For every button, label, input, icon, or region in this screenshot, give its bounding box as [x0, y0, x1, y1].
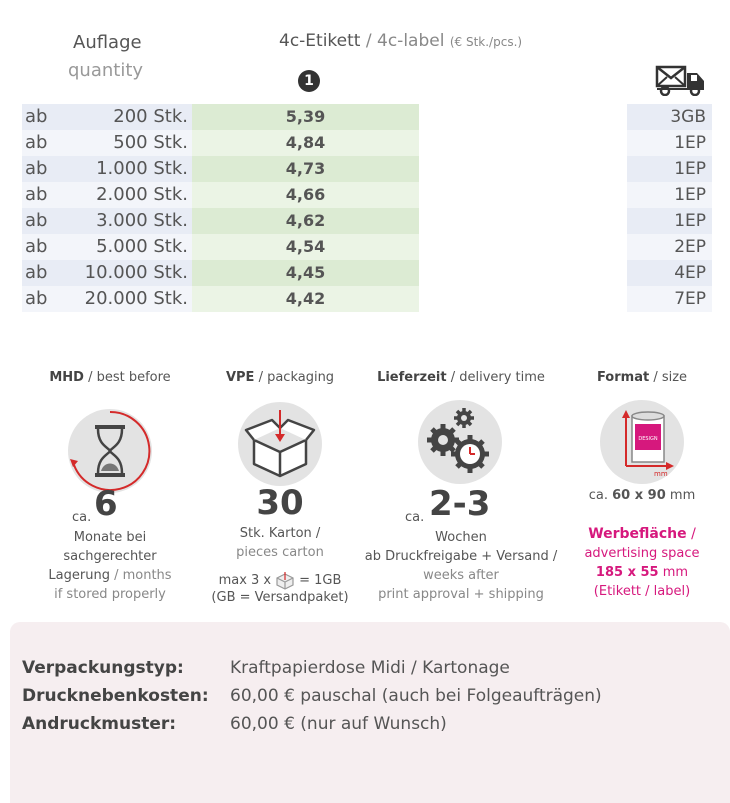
row-price: 4,73	[192, 156, 419, 182]
row-quantity: 5.000 Stk.	[82, 234, 192, 260]
proof-sample-value: 60,00 € (nur auf Wunsch)	[230, 714, 447, 734]
row-price: 4,45	[192, 260, 419, 286]
best-before-text: Monate bei sachgerechter Lagerung / months if stored properly	[48, 530, 172, 602]
packaging-value: 30	[256, 483, 304, 523]
row-price: 4,54	[192, 234, 419, 260]
best-before-value: ca. 6	[72, 484, 118, 525]
can-dimension-icon	[600, 400, 684, 484]
table-row	[22, 286, 712, 312]
table-row	[22, 182, 712, 208]
format-title: Format / size	[596, 370, 688, 385]
row-price: 5,39	[192, 104, 419, 130]
proof-sample-label: Andruckmuster:	[22, 714, 177, 734]
row-prefix: ab	[22, 130, 82, 156]
row-shipping: 1EP	[627, 208, 712, 234]
table-row	[22, 104, 712, 130]
row-shipping: 7EP	[627, 286, 712, 312]
row-quantity: 10.000 Stk.	[82, 260, 192, 286]
row-prefix: ab	[22, 182, 82, 208]
printing-costs-value: 60,00 € pauschal (auch bei Folgeaufträgen)	[230, 686, 602, 706]
advertising-space-text: Werbefläche / advertising space 185 x 55 mm (Etikett / label)	[584, 526, 700, 599]
col-title-de: 4c-Etikett	[279, 31, 361, 51]
row-shipping: 1EP	[627, 156, 712, 182]
col-title-en: 4c-label	[377, 31, 445, 51]
row-shipping: 4EP	[627, 260, 712, 286]
row-quantity: 3.000 Stk.	[82, 208, 192, 234]
packaging-type-label: Verpackungstyp:	[22, 658, 184, 678]
best-before-title: MHD / best before	[49, 370, 171, 385]
col-title-sep: /	[365, 31, 372, 51]
row-prefix: ab	[22, 156, 82, 182]
quantity-header-de: Auflage	[73, 32, 142, 53]
row-prefix: ab	[22, 104, 82, 130]
mm-label: mm	[654, 470, 668, 478]
row-quantity: 20.000 Stk.	[82, 286, 192, 312]
row-price: 4,62	[192, 208, 419, 234]
format-size: ca. 60 x 90 mm	[588, 488, 696, 503]
row-quantity: 1.000 Stk.	[82, 156, 192, 182]
row-price: 4,66	[192, 182, 419, 208]
quantity-header-en: quantity	[68, 60, 144, 81]
row-quantity: 200 Stk.	[82, 104, 192, 130]
row-shipping: 1EP	[627, 130, 712, 156]
row-quantity: 2.000 Stk.	[82, 182, 192, 208]
info-format	[552, 370, 730, 385]
row-shipping: 2EP	[627, 234, 712, 260]
row-prefix: ab	[22, 286, 82, 312]
column-number-badge: 1	[298, 70, 320, 92]
gears-clock-icon	[418, 400, 502, 484]
table-row	[22, 208, 712, 234]
row-prefix: ab	[22, 260, 82, 286]
row-prefix: ab	[22, 234, 82, 260]
printing-costs-label: Drucknebenkosten:	[22, 686, 209, 706]
info-packaging	[190, 370, 370, 385]
table-row	[22, 260, 712, 286]
table-row	[22, 156, 712, 182]
col-unit: (€ Stk./pcs.)	[449, 35, 523, 49]
small-box-icon	[275, 572, 295, 590]
delivery-text: Wochen ab Druckfreigabe + Versand / weeks after print approval + shipping	[364, 530, 558, 602]
delivery-value: ca. 2-3	[405, 484, 491, 525]
packaging-text: Stk. Karton / pieces carton	[236, 526, 324, 560]
row-price: 4,42	[192, 286, 419, 312]
packaging-note: max 3 x = 1GB (GB = Versandpaket)	[211, 573, 349, 605]
packaging-title: VPE / packaging	[225, 370, 335, 385]
row-quantity: 500 Stk.	[82, 130, 192, 156]
box-icon	[238, 402, 322, 486]
table-row	[22, 234, 712, 260]
info-best-before	[20, 370, 200, 385]
row-shipping: 1EP	[627, 182, 712, 208]
shipping-truck-icon	[655, 64, 707, 96]
row-prefix: ab	[22, 208, 82, 234]
hourglass-icon	[68, 409, 152, 493]
info-delivery	[356, 370, 566, 385]
table-row	[22, 130, 712, 156]
row-shipping: 3GB	[627, 104, 712, 130]
row-price: 4,84	[192, 130, 419, 156]
footer-panel	[10, 622, 730, 803]
packaging-type-value: Kraftpapierdose Midi / Kartonage	[230, 658, 510, 678]
delivery-title: Lieferzeit / delivery time	[377, 370, 545, 385]
price-column-header	[279, 31, 522, 51]
can-design-label: DESIGN	[638, 436, 658, 442]
